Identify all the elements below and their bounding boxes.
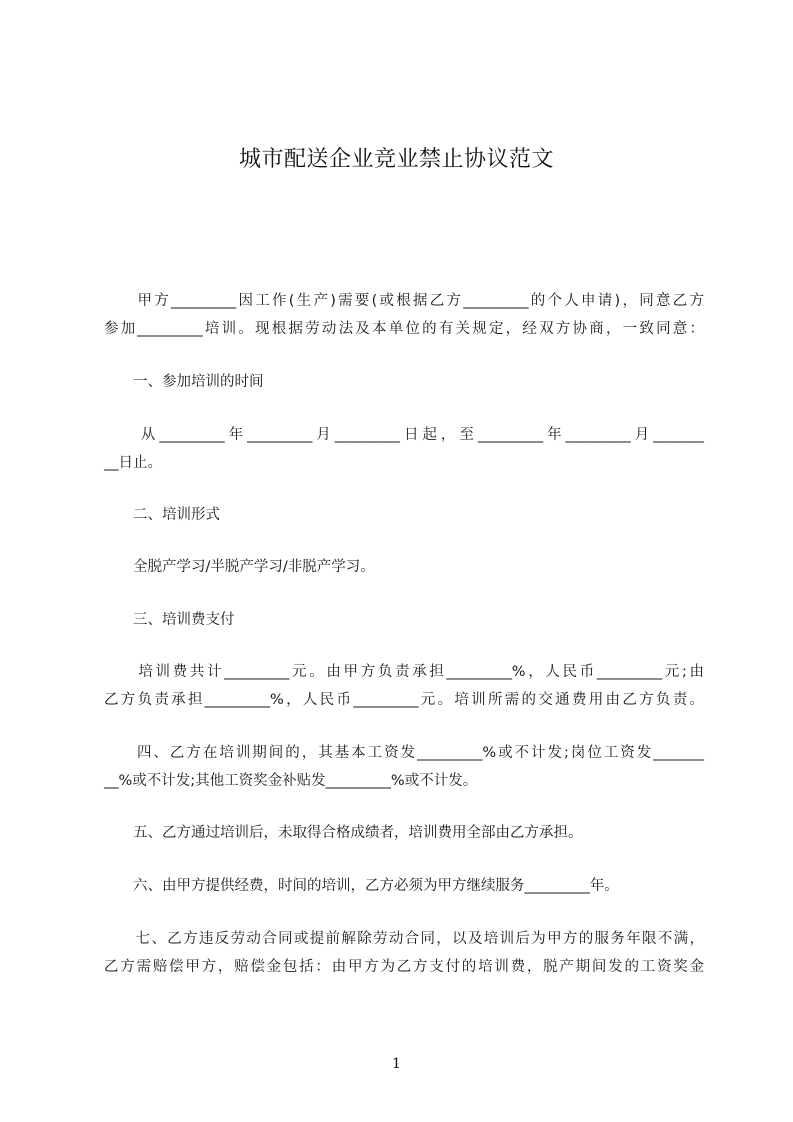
paragraph-line: __日止。: [104, 455, 162, 471]
paragraph-line: 参加_________培训。现根据劳动法及本单位的有关规定，经双方协商，一致同意：: [104, 321, 704, 337]
paragraph-line: 乙方负责承担_________%，人民币_________元。培训所需的交通费用由乙方负责。: [104, 692, 704, 708]
paragraph-line: 五、乙方通过培训后，未取得合格成绩者，培训费用全部由乙方承担。: [104, 825, 583, 841]
paragraph-line: 甲方_________因工作(生产)需要(或根据乙方_________的个人申请)，同意乙方: [104, 293, 704, 309]
paragraph-line: 全脱产学习/半脱产学习/非脱产学习。: [104, 559, 375, 575]
page-number: 1: [392, 1056, 401, 1072]
paragraph-line: 四、乙方在培训期间的，其基本工资发_________%或不计发;岗位工资发_______: [104, 745, 704, 761]
paragraph-line: 从_________年_________月_________日起，至_________年_________月_______: [104, 427, 704, 443]
section-heading: 一、参加培训的时间: [104, 374, 264, 390]
section-heading: 二、培训形式: [104, 507, 220, 523]
section-heading: 三、培训费支付: [104, 612, 235, 628]
paragraph-line: 六、由甲方提供经费，时间的培训，乙方必须为甲方继续服务_________年。: [104, 878, 619, 894]
document-title: 城市配送企业竞业禁止协议范文: [238, 147, 554, 172]
paragraph-line: 乙方需赔偿甲方，赔偿金包括：由甲方为乙方支付的培训费，脱产期间发的工资奖金: [104, 959, 704, 975]
paragraph-line: __%或不计发;其他工资奖金补贴发_________%或不计发。: [104, 773, 478, 789]
paragraph-line: 培训费共计_________元。由甲方负责承担_________%，人民币_________元;由: [104, 664, 704, 680]
paragraph-line: 七、乙方违反劳动合同或提前解除劳动合同，以及培训后为甲方的服务年限不满，: [104, 931, 704, 947]
